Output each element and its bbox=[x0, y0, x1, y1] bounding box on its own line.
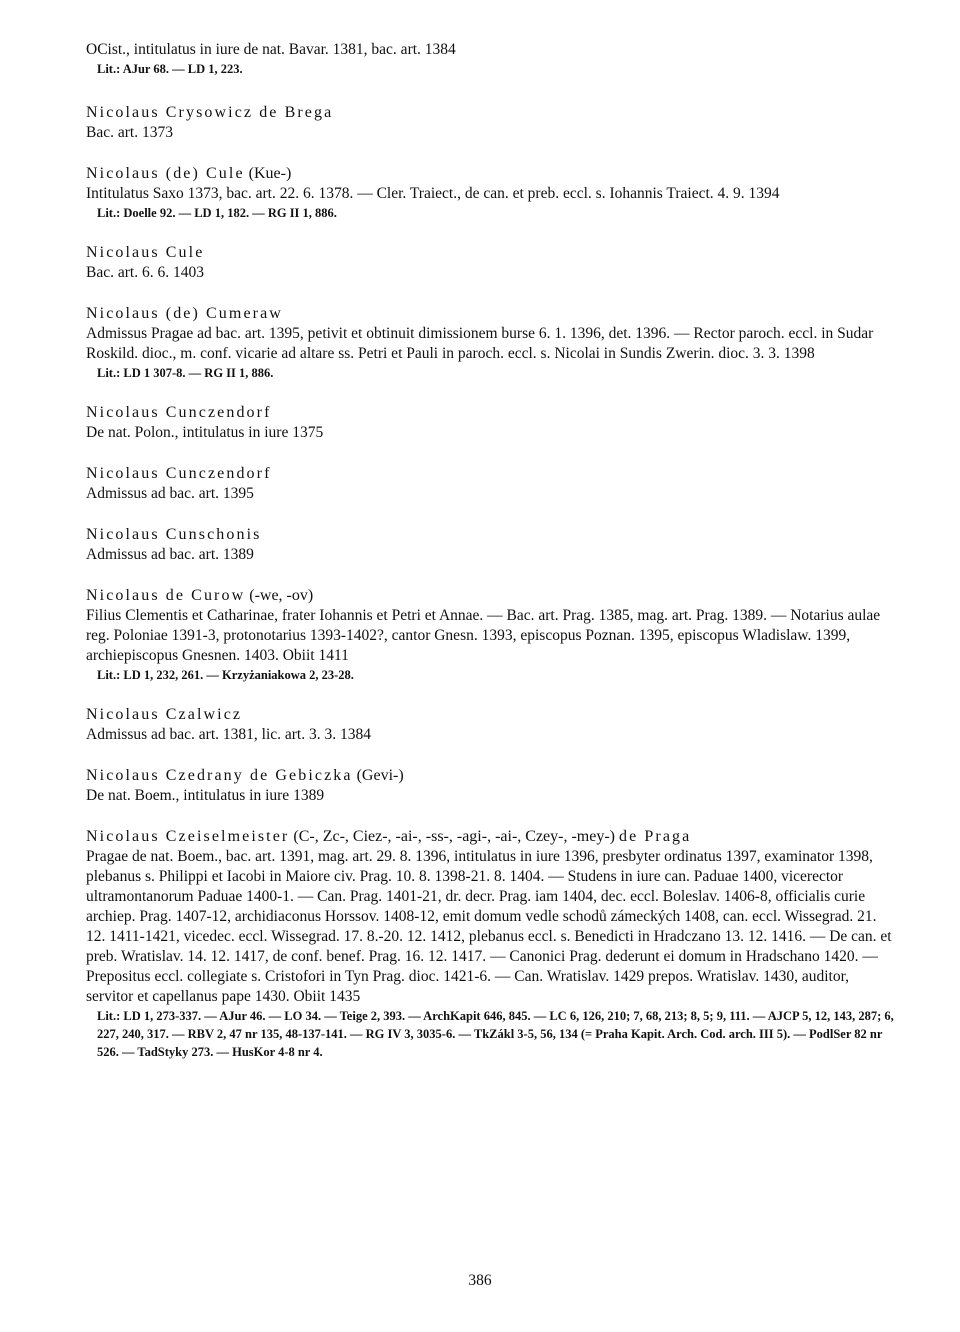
entry-text: De nat. Polon., intitulatus in iure 1375 bbox=[86, 424, 324, 441]
entry-cunczendorf-2 bbox=[86, 463, 898, 504]
entry-name: Nicolaus (de) Cumeraw bbox=[86, 305, 283, 322]
entry-text: Intitulatus Saxo 1373, bac. art. 22. 6. 1378. — Cler. Traiect., de can. et preb. eccl. s. Iohannis Traiect. 4. 9. 1394 bbox=[86, 185, 780, 202]
entry-name: Nicolaus (de) Cule (Kue-) bbox=[86, 165, 292, 182]
entry-name: Nicolaus Czeiselmeister (C-, Zc-, Ciez-, -ai-, -ss-, -agi-, -ai-, Czey-, -mey-) de Praga bbox=[86, 828, 692, 845]
entry-text: Bac. art. 1373 bbox=[86, 124, 173, 141]
entry-text: OCist., intitulatus in iure de nat. Bavar. 1381, bac. art. 1384 bbox=[86, 41, 456, 58]
entry-name: Nicolaus Cunczendorf bbox=[86, 465, 272, 482]
entry-text: Bac. art. 6. 6. 1403 bbox=[86, 264, 204, 281]
entry-literature: Lit.: LD 1, 273-337. — AJur 46. — LO 34. — Teige 2, 393. — ArchKapit 646, 845. — LC 6, 126, 210; 7, 68, 213; 8, 5; 9, 111. — AJCP 5, 12, 143, 287; 6, 227, 240, 317. — RBV 2, 47 nr 135, 48-137-141. — RG IV 3, 3035-6. — TkZákl 3-5, 56, 134 (= Praha Kapit. Arch. Cod. arch. III 5). — PodlSer 82 nr 526. — TadStyky 273. — HusKor 4-8 nr 4. bbox=[97, 1009, 894, 1059]
entry-name: Nicolaus de Curow (-we, -ov) bbox=[86, 587, 314, 604]
entry-text: Admissus ad bac. art. 1381, lic. art. 3. 3. 1384 bbox=[86, 726, 371, 743]
entry-name: Nicolaus Cunschonis bbox=[86, 526, 262, 543]
document-page bbox=[86, 40, 898, 1081]
entry-name: Nicolaus Cule bbox=[86, 244, 205, 261]
entry-text: Filius Clementis et Catharinae, frater Iohannis et Petri et Annae. — Bac. art. Prag. 1385, mag. art. Prag. 1389. — Notarius aulae reg. Poloniae 1391-3, protonotarius 1393-1402?, cantor Gnesn. 1393, episcopus Poznan. 1395, episcopus Wladislaw. 1399, archiepiscopus Gnesnen. 1403. Obiit 1411 bbox=[86, 607, 881, 664]
entry-header bbox=[86, 40, 898, 78]
entry-literature: Lit.: LD 1 307-8. — RG II 1, 886. bbox=[97, 366, 274, 380]
entry-name: Nicolaus Crysowicz de Brega bbox=[86, 104, 334, 121]
entry-text: De nat. Boem., intitulatus in iure 1389 bbox=[86, 787, 325, 804]
entry-cunczendorf-1 bbox=[86, 402, 898, 443]
entry-czedrany bbox=[86, 765, 898, 806]
page-number: 386 bbox=[468, 1272, 492, 1289]
entry-text: Admissus Pragae ad bac. art. 1395, petivit et obtinuit dimissionem burse 6. 1. 1396, det. 1396. — Rector paroch. eccl. in Sudar Roskild. dioc., m. conf. vicarie ad altare ss. Petri et Pauli in paroch. eccl. s. Nicolai in Sundis Zwerin. dioc. 3. 3. 1398 bbox=[86, 325, 874, 362]
entry-literature: Lit.: Doelle 92. — LD 1, 182. — RG II 1, 886. bbox=[97, 206, 337, 220]
entry-text: Pragae de nat. Boem., bac. art. 1391, mag. art. 29. 8. 1396, intitulatus in iure 1396, presbyter ordinatus 1397, examinator 1398, plebanus s. Philippi et Iacobi in Maiore civ. Prag. 10. 8. 1398-21. 8. 1404. — Studens in iure can. Paduae 1400, vicerector ultramontanorum Paduae 1400-1. — Can. Prag. 1401-21, dr. decr. Prag. iam 1404, dec. eccl. Boleslav. 1406-8, officialis curie archiep. Prag. 1407-12, archidiaconus Horssov. 1408-12, emit domum vedle schodů zámeckých 1408, can. eccl. Wissegrad. 21. 12. 1411-1421, vicedec. eccl. Wissegrad. 17. 8.-20. 12. 1412, plebanus eccl. s. Benedicti in Hradczano 13. 12. 1416. — De can. et preb. Wratislav. 14. 12. 1417, de conf. benef. Prag. 16. 12. 1417. — Canonici Prag. dederunt ei domum in Hradschano 1420. — Prepositus eccl. collegiate s. Cristofori in Tyn Prag. dioc. 1421-6. — Can. Wratislav. 1429 prepos. Wratislav. 1430, auditor, servitor et capellanus pape 1430. Obiit 1435 bbox=[86, 848, 892, 1005]
entry-literature: Lit.: AJur 68. — LD 1, 223. bbox=[97, 62, 243, 76]
entry-cunschonis bbox=[86, 524, 898, 565]
entry-name: Nicolaus Czedrany de Gebiczka (Gevi-) bbox=[86, 767, 404, 784]
entry-crysowicz bbox=[86, 102, 898, 143]
entry-cule-1 bbox=[86, 163, 898, 222]
entry-czalwicz bbox=[86, 704, 898, 745]
entry-curow bbox=[86, 585, 898, 684]
entry-text: Admissus ad bac. art. 1395 bbox=[86, 485, 254, 502]
entry-cule-2 bbox=[86, 242, 898, 283]
entry-literature: Lit.: LD 1, 232, 261. — Krzyżaniakowa 2, 23-28. bbox=[97, 668, 354, 682]
entry-name: Nicolaus Czalwicz bbox=[86, 706, 243, 723]
entry-czeiselmeister bbox=[86, 826, 898, 1061]
entry-name: Nicolaus Cunczendorf bbox=[86, 404, 272, 421]
entry-text: Admissus ad bac. art. 1389 bbox=[86, 546, 254, 563]
entry-cumeraw bbox=[86, 303, 898, 382]
